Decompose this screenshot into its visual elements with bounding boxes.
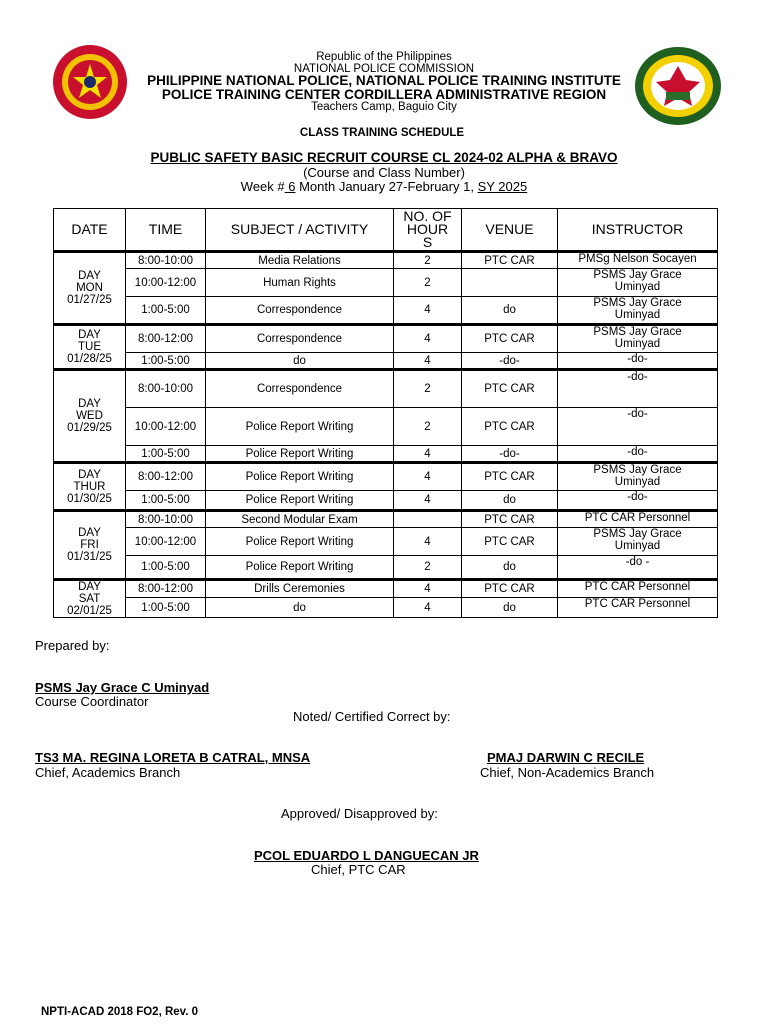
instructor-line: PSMS Jay Grace bbox=[593, 326, 682, 338]
date-part: DAY bbox=[78, 581, 101, 593]
date-part: 02/01/25 bbox=[67, 605, 112, 617]
instructor-line: PMSg Nelson Socayen bbox=[578, 253, 697, 265]
date-part: FRI bbox=[80, 539, 99, 551]
hours-cell: 2 bbox=[394, 556, 462, 580]
instructor-line: PTC CAR Personnel bbox=[584, 581, 691, 593]
instructor-cell bbox=[558, 446, 718, 463]
venue-cell bbox=[462, 269, 558, 297]
subject-cell: do bbox=[206, 598, 394, 618]
noted-label: Noted/ Certified Correct by: bbox=[293, 709, 451, 724]
instructor-line: -do- bbox=[627, 491, 648, 503]
date-part: DAY bbox=[78, 329, 101, 341]
subject-cell: Second Modular Exam bbox=[206, 511, 394, 528]
table-row bbox=[54, 528, 718, 556]
instructor-line: Uminyad bbox=[614, 476, 661, 488]
prepared-title: Course Coordinator bbox=[35, 694, 149, 709]
date-part: SAT bbox=[78, 593, 101, 605]
table-row bbox=[54, 511, 718, 528]
venue-cell: do bbox=[462, 297, 558, 325]
instructor-cell bbox=[558, 297, 718, 325]
instructor-cell bbox=[558, 556, 718, 580]
hours-cell: 4 bbox=[394, 491, 462, 511]
instructor-line: PSMS Jay Grace bbox=[593, 464, 682, 476]
time-cell: 8:00-12:00 bbox=[126, 325, 206, 353]
instructor-line: -do - bbox=[625, 556, 650, 568]
date-part: MON bbox=[76, 282, 103, 294]
hours-cell: 2 bbox=[394, 408, 462, 446]
time-cell: 8:00-10:00 bbox=[126, 252, 206, 269]
header-date: DATE bbox=[54, 209, 126, 252]
instructor-cell bbox=[558, 370, 718, 408]
instructor-cell bbox=[558, 580, 718, 598]
day-group bbox=[54, 252, 718, 325]
instructor-cell bbox=[558, 491, 718, 511]
instructor-cell bbox=[558, 528, 718, 556]
subject-cell: Police Report Writing bbox=[206, 556, 394, 580]
venue-cell: PTC CAR bbox=[462, 463, 558, 491]
date-part: THUR bbox=[73, 480, 106, 493]
time-cell: 10:00-12:00 bbox=[126, 528, 206, 556]
subject-cell: Police Report Writing bbox=[206, 491, 394, 511]
header-commission: NATIONAL POLICE COMMISSION bbox=[293, 63, 475, 75]
table-row bbox=[54, 408, 718, 446]
table-row bbox=[54, 463, 718, 491]
day-group bbox=[54, 511, 718, 580]
table-row bbox=[54, 353, 718, 370]
header-republic: Republic of the Philippines bbox=[316, 51, 452, 63]
header-subject: SUBJECT / ACTIVITY bbox=[206, 209, 394, 252]
time-cell: 10:00-12:00 bbox=[126, 408, 206, 446]
hours-cell: 2 bbox=[394, 252, 462, 269]
date-cell bbox=[54, 325, 126, 370]
subject-cell: Drills Ceremonies bbox=[206, 580, 394, 598]
date-cell bbox=[54, 580, 126, 618]
header-center: POLICE TRAINING CENTER CORDILLERA ADMINISTRATIVE REGION bbox=[161, 87, 607, 102]
date-part: TUE bbox=[78, 341, 101, 353]
table-row bbox=[54, 325, 718, 353]
instructor-line: PSMS Jay Grace bbox=[593, 297, 682, 309]
hours-cell: 4 bbox=[394, 528, 462, 556]
date-part: 01/29/25 bbox=[67, 422, 112, 434]
day-group bbox=[54, 325, 718, 370]
time-cell: 1:00-5:00 bbox=[126, 446, 206, 463]
month-label: Month January 27-February 1, bbox=[295, 179, 478, 194]
hours-cell: 2 bbox=[394, 370, 462, 408]
approver-name: PCOL EDUARDO L DANGUECAN JR bbox=[254, 848, 479, 863]
venue-cell: do bbox=[462, 491, 558, 511]
subject-cell: Correspondence bbox=[206, 370, 394, 408]
table-row bbox=[54, 556, 718, 580]
table-row bbox=[54, 446, 718, 463]
time-cell: 1:00-5:00 bbox=[126, 556, 206, 580]
header-instructor: INSTRUCTOR bbox=[558, 209, 718, 252]
table-row bbox=[54, 252, 718, 269]
subject-cell: Correspondence bbox=[206, 325, 394, 353]
subject-cell: Police Report Writing bbox=[206, 528, 394, 556]
date-part: 01/27/25 bbox=[67, 294, 112, 306]
venue-cell: PTC CAR bbox=[462, 528, 558, 556]
date-cell bbox=[54, 370, 126, 463]
header-hours: NO. OF HOUR S bbox=[394, 209, 462, 252]
hours-cell bbox=[394, 511, 462, 528]
instructor-line: Uminyad bbox=[614, 281, 661, 293]
time-cell: 1:00-5:00 bbox=[126, 353, 206, 370]
approver-title: Chief, PTC CAR bbox=[311, 862, 406, 877]
instructor-cell bbox=[558, 463, 718, 491]
approved-label: Approved/ Disapproved by: bbox=[281, 806, 438, 821]
instructor-line: PTC CAR Personnel bbox=[584, 512, 691, 524]
prepared-name: PSMS Jay Grace C Uminyad bbox=[35, 680, 210, 695]
date-part: 01/28/25 bbox=[67, 353, 112, 365]
instructor-line: Uminyad bbox=[614, 309, 661, 321]
week-label: Week # bbox=[240, 179, 285, 194]
table-row bbox=[54, 598, 718, 618]
table-row bbox=[54, 491, 718, 511]
subject-cell: Police Report Writing bbox=[206, 446, 394, 463]
instructor-cell bbox=[558, 252, 718, 269]
date-part: 01/30/25 bbox=[67, 492, 112, 505]
instructor-cell bbox=[558, 353, 718, 370]
venue-cell: PTC CAR bbox=[462, 408, 558, 446]
venue-cell: do bbox=[462, 556, 558, 580]
header-location: Teachers Camp, Baguio City bbox=[311, 101, 457, 113]
academics-chief-title: Chief, Academics Branch bbox=[35, 765, 181, 780]
date-part: 01/31/25 bbox=[67, 551, 112, 563]
venue-cell: PTC CAR bbox=[462, 252, 558, 269]
instructor-cell bbox=[558, 511, 718, 528]
time-cell: 1:00-5:00 bbox=[126, 491, 206, 511]
hours-cell: 4 bbox=[394, 463, 462, 491]
day-group bbox=[54, 463, 718, 511]
week-line bbox=[0, 179, 768, 194]
instructor-line: -do- bbox=[627, 408, 648, 420]
date-cell bbox=[54, 511, 126, 580]
instructor-line: PSMS Jay Grace bbox=[593, 269, 682, 281]
date-part: DAY bbox=[78, 468, 101, 481]
instructor-line: Uminyad bbox=[614, 338, 661, 350]
time-cell: 8:00-10:00 bbox=[126, 370, 206, 408]
date-part: DAY bbox=[78, 398, 101, 410]
non-academics-chief-title: Chief, Non-Academics Branch bbox=[480, 765, 655, 780]
venue-cell: PTC CAR bbox=[462, 370, 558, 408]
instructor-line: -do- bbox=[627, 446, 648, 458]
venue-cell: PTC CAR bbox=[462, 511, 558, 528]
date-part: DAY bbox=[78, 270, 101, 282]
instructor-line: -do- bbox=[627, 371, 648, 383]
school-year: SY 2025 bbox=[477, 179, 528, 194]
table-row bbox=[54, 580, 718, 598]
subject-cell: Media Relations bbox=[206, 252, 394, 269]
prepared-label: Prepared by: bbox=[35, 638, 110, 653]
header-venue: VENUE bbox=[462, 209, 558, 252]
form-code: NPTI-ACAD 2018 FO2, Rev. 0 bbox=[41, 1006, 199, 1018]
academics-chief-name: TS3 MA. REGINA LORETA B CATRAL, MNSA bbox=[35, 750, 311, 765]
week-value: 6 bbox=[284, 179, 296, 194]
instructor-cell bbox=[558, 408, 718, 446]
hours-cell: 4 bbox=[394, 353, 462, 370]
venue-cell: do bbox=[462, 598, 558, 618]
date-cell bbox=[54, 463, 126, 511]
date-cell bbox=[54, 252, 126, 325]
course-subtitle: (Course and Class Number) bbox=[303, 165, 465, 180]
subject-cell: Police Report Writing bbox=[206, 408, 394, 446]
date-part: DAY bbox=[78, 527, 101, 539]
header-time: TIME bbox=[126, 209, 206, 252]
hours-cell: 4 bbox=[394, 446, 462, 463]
subject-cell: Police Report Writing bbox=[206, 463, 394, 491]
time-cell: 8:00-12:00 bbox=[126, 580, 206, 598]
venue-cell: -do- bbox=[462, 353, 558, 370]
hours-cell: 2 bbox=[394, 269, 462, 297]
instructor-line: PSMS Jay Grace bbox=[593, 528, 682, 540]
time-cell: 1:00-5:00 bbox=[126, 598, 206, 618]
hours-cell: 4 bbox=[394, 325, 462, 353]
header-institute: PHILIPPINE NATIONAL POLICE, NATIONAL POLICE TRAINING INSTITUTE bbox=[147, 73, 621, 88]
table-row bbox=[54, 269, 718, 297]
hours-cell: 4 bbox=[394, 598, 462, 618]
instructor-cell bbox=[558, 269, 718, 297]
venue-cell: PTC CAR bbox=[462, 325, 558, 353]
day-group bbox=[54, 580, 718, 618]
venue-cell: PTC CAR bbox=[462, 580, 558, 598]
subject-cell: Human Rights bbox=[206, 269, 394, 297]
date-part: WED bbox=[76, 410, 103, 422]
instructor-line: PTC CAR Personnel bbox=[584, 598, 691, 611]
time-cell: 8:00-12:00 bbox=[126, 463, 206, 491]
day-group bbox=[54, 370, 718, 463]
instructor-cell bbox=[558, 325, 718, 353]
subject-cell: Correspondence bbox=[206, 297, 394, 325]
non-academics-chief-name: PMAJ DARWIN C RECILE bbox=[487, 750, 645, 765]
time-cell: 1:00-5:00 bbox=[126, 297, 206, 325]
hours-cell: 4 bbox=[394, 580, 462, 598]
table-row bbox=[54, 370, 718, 408]
table-row bbox=[54, 297, 718, 325]
time-cell: 10:00-12:00 bbox=[126, 269, 206, 297]
hours-cell: 4 bbox=[394, 297, 462, 325]
instructor-cell bbox=[558, 598, 718, 618]
instructor-line: Uminyad bbox=[614, 540, 661, 552]
instructor-line: -do- bbox=[627, 353, 648, 365]
table-header-row bbox=[54, 209, 718, 252]
schedule-title: CLASS TRAINING SCHEDULE bbox=[299, 127, 465, 139]
schedule-table bbox=[53, 208, 718, 618]
time-cell: 8:00-10:00 bbox=[126, 511, 206, 528]
subject-cell: do bbox=[206, 353, 394, 370]
venue-cell: -do- bbox=[462, 446, 558, 463]
course-title: PUBLIC SAFETY BASIC RECRUIT COURSE CL 2024-02 ALPHA & BRAVO bbox=[150, 150, 618, 165]
